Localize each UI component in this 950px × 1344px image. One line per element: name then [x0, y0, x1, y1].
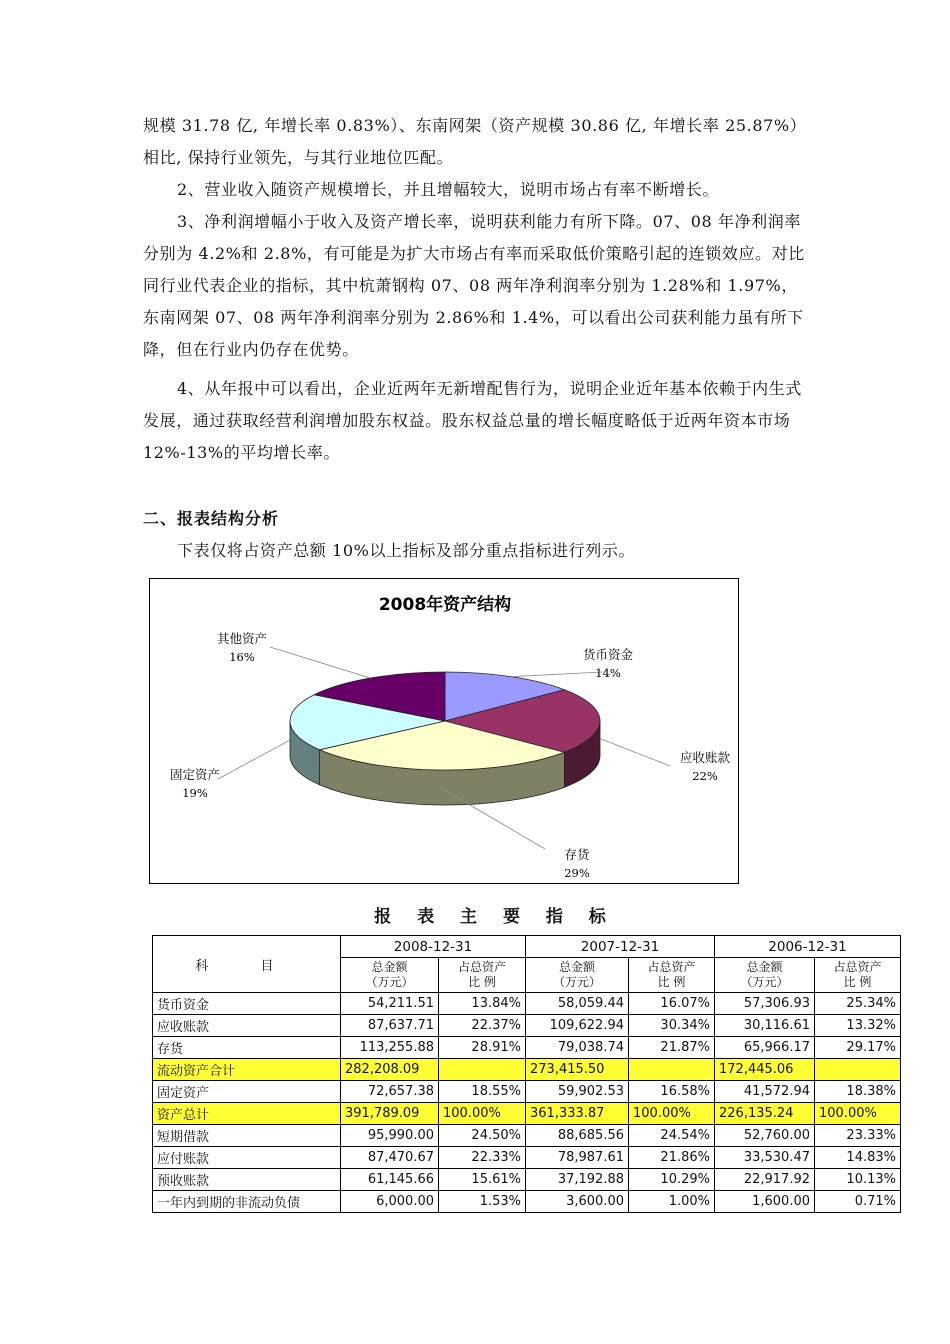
amount-subheader: 总金额 （万元）	[715, 958, 815, 993]
table-row	[153, 1191, 901, 1213]
leader-line-3	[218, 740, 290, 779]
ratio-cell: 24.54%	[629, 1125, 715, 1147]
asset-structure-chart	[149, 578, 739, 884]
row-label: 资产总计	[153, 1103, 341, 1125]
amount-cell: 391,789.09	[341, 1103, 439, 1125]
amount-cell: 37,192.88	[526, 1169, 629, 1191]
ratio-cell	[439, 1059, 526, 1081]
ratio-cell: 21.87%	[629, 1037, 715, 1059]
row-label: 流动资产合计	[153, 1059, 341, 1081]
table-row	[153, 1147, 901, 1169]
ratio-cell: 100.00%	[815, 1103, 901, 1125]
leader-line-0	[511, 672, 602, 677]
ratio-cell: 14.83%	[815, 1147, 901, 1169]
ratio-cell: 18.55%	[439, 1081, 526, 1103]
ratio-cell: 25.34%	[815, 993, 901, 1015]
table-row	[153, 1103, 901, 1125]
slice-label-1: 应收账款	[679, 750, 731, 765]
amount-cell: 41,572.94	[715, 1081, 815, 1103]
amount-cell: 361,333.87	[526, 1103, 629, 1125]
ratio-subheader: 占总资产 比 例	[815, 958, 901, 993]
table-row	[153, 1059, 901, 1081]
slice-value-3: 19%	[182, 786, 208, 800]
ratio-cell: 24.50%	[439, 1125, 526, 1147]
section-heading: 二、报表结构分析	[143, 509, 280, 528]
pie-chart-svg	[150, 579, 740, 885]
ratio-cell: 100.00%	[439, 1103, 526, 1125]
amount-cell: 22,917.92	[715, 1169, 815, 1191]
slice-label-3: 固定资产	[169, 767, 221, 782]
amount-cell: 30,116.61	[715, 1015, 815, 1037]
amount-cell: 87,637.71	[341, 1015, 439, 1037]
amount-cell: 78,987.61	[526, 1147, 629, 1169]
ratio-cell: 1.53%	[439, 1191, 526, 1213]
year-header-2008: 2008-12-31	[341, 936, 526, 958]
ratio-cell: 0.71%	[815, 1191, 901, 1213]
ratio-cell: 15.61%	[439, 1169, 526, 1191]
ratio-cell: 18.38%	[815, 1081, 901, 1103]
ratio-cell: 13.32%	[815, 1015, 901, 1037]
ratio-cell	[815, 1059, 901, 1081]
amount-cell: 58,059.44	[526, 993, 629, 1015]
amount-subheader: 总金额 （万元）	[341, 958, 439, 993]
amount-cell: 87,470.67	[341, 1147, 439, 1169]
row-label: 货币资金	[153, 993, 341, 1015]
year-header-2007: 2007-12-31	[526, 936, 715, 958]
table-row	[153, 1081, 901, 1103]
amount-cell: 72,657.38	[341, 1081, 439, 1103]
leader-line-1	[600, 739, 670, 767]
ratio-cell: 10.29%	[629, 1169, 715, 1191]
slice-label-0: 货币资金	[582, 647, 634, 662]
ratio-cell: 28.91%	[439, 1037, 526, 1059]
section-intro: 下表仅将占资产总额 10%以上指标及部分重点指标进行列示。	[177, 541, 636, 560]
table-row	[153, 993, 901, 1015]
row-label: 短期借款	[153, 1125, 341, 1147]
ratio-cell: 100.00%	[629, 1103, 715, 1125]
slice-value-1: 22%	[692, 769, 718, 783]
slice-value-0: 14%	[595, 666, 621, 680]
ratio-cell: 23.33%	[815, 1125, 901, 1147]
table-header-row	[153, 936, 901, 958]
row-label: 一年内到期的非流动负债	[153, 1191, 341, 1213]
amount-cell: 3,600.00	[526, 1191, 629, 1213]
amount-cell: 59,902.53	[526, 1081, 629, 1103]
amount-cell: 88,685.56	[526, 1125, 629, 1147]
ratio-cell: 22.37%	[439, 1015, 526, 1037]
slice-label-2: 存货	[564, 847, 590, 862]
paragraph-point-3: 3、净利润增幅小于收入及资产增长率，说明获利能力有所下降。07、08 年净利润率分别为 4.2%和 2.8%，有可能是为扩大市场占有率而采取低价策略引起的连锁效应。对比同行业代表企业的指标，其中杭萧钢构 07、08 两年净利润率分别为 1.28%和 1.97%，东南网架 07、08 两年净利润率分别为 2.86%和 1.4%，可以看出公司获利能力虽有所下降，但在行业内仍存在优势。	[143, 212, 805, 359]
amount-cell: 172,445.06	[715, 1059, 815, 1081]
amount-cell: 33,530.47	[715, 1147, 815, 1169]
slice-value-4: 16%	[229, 650, 255, 664]
ratio-cell: 22.33%	[439, 1147, 526, 1169]
chart-title: 2008年资产结构	[378, 595, 512, 615]
ratio-cell: 29.17%	[815, 1037, 901, 1059]
paragraph-point-2: 2、营业收入随资产规模增长，并且增幅较大，说明市场占有率不断增长。	[177, 180, 719, 199]
slice-label-4: 其他资产	[216, 631, 268, 646]
row-label: 存货	[153, 1037, 341, 1059]
amount-cell: 52,760.00	[715, 1125, 815, 1147]
table-row	[153, 1037, 901, 1059]
row-label: 应付账款	[153, 1147, 341, 1169]
ratio-subheader: 占总资产 比 例	[629, 958, 715, 993]
amount-cell: 1,600.00	[715, 1191, 815, 1213]
leader-line-4	[270, 647, 370, 678]
ratio-cell: 21.86%	[629, 1147, 715, 1169]
amount-cell: 95,990.00	[341, 1125, 439, 1147]
amount-cell: 54,211.51	[341, 993, 439, 1015]
amount-subheader: 总金额 （万元）	[526, 958, 629, 993]
amount-cell: 6,000.00	[341, 1191, 439, 1213]
ratio-subheader: 占总资产 比 例	[439, 958, 526, 993]
subject-header: 科 目	[153, 936, 341, 993]
ratio-cell: 16.07%	[629, 993, 715, 1015]
ratio-cell: 1.00%	[629, 1191, 715, 1213]
amount-cell: 61,145.66	[341, 1169, 439, 1191]
paragraph-point-4: 4、从年报中可以看出，企业近两年无新增配售行为，说明企业近年基本依赖于内生式发展，通过获取经营利润增加股东权益。股东权益总量的增长幅度略低于近两年资本市场 12%-13%的平均增长率。	[143, 379, 802, 462]
row-label: 固定资产	[153, 1081, 341, 1103]
amount-cell: 226,135.24	[715, 1103, 815, 1125]
amount-cell: 109,622.94	[526, 1015, 629, 1037]
amount-cell: 57,306.93	[715, 993, 815, 1015]
financial-indicators-table	[152, 935, 901, 1213]
ratio-cell	[629, 1059, 715, 1081]
ratio-cell: 30.34%	[629, 1015, 715, 1037]
year-header-2006: 2006-12-31	[715, 936, 901, 958]
row-label: 应收账款	[153, 1015, 341, 1037]
slice-value-2: 29%	[564, 866, 590, 880]
paragraph-comparison: 规模 31.78 亿, 年增长率 0.83%）、东南网架（资产规模 30.86 亿, 年增长率 25.87%）相比, 保持行业领先，与其行业地位匹配。	[143, 116, 807, 167]
ratio-cell: 13.84%	[439, 993, 526, 1015]
amount-cell: 79,038.74	[526, 1037, 629, 1059]
table-row	[153, 1125, 901, 1147]
table-title: 报 表 主 要 指 标	[374, 907, 616, 927]
amount-cell: 273,415.50	[526, 1059, 629, 1081]
amount-cell: 282,208.09	[341, 1059, 439, 1081]
table-row	[153, 1169, 901, 1191]
amount-cell: 65,966.17	[715, 1037, 815, 1059]
amount-cell: 113,255.88	[341, 1037, 439, 1059]
ratio-cell: 10.13%	[815, 1169, 901, 1191]
table-row	[153, 1015, 901, 1037]
ratio-cell: 16.58%	[629, 1081, 715, 1103]
row-label: 预收账款	[153, 1169, 341, 1191]
